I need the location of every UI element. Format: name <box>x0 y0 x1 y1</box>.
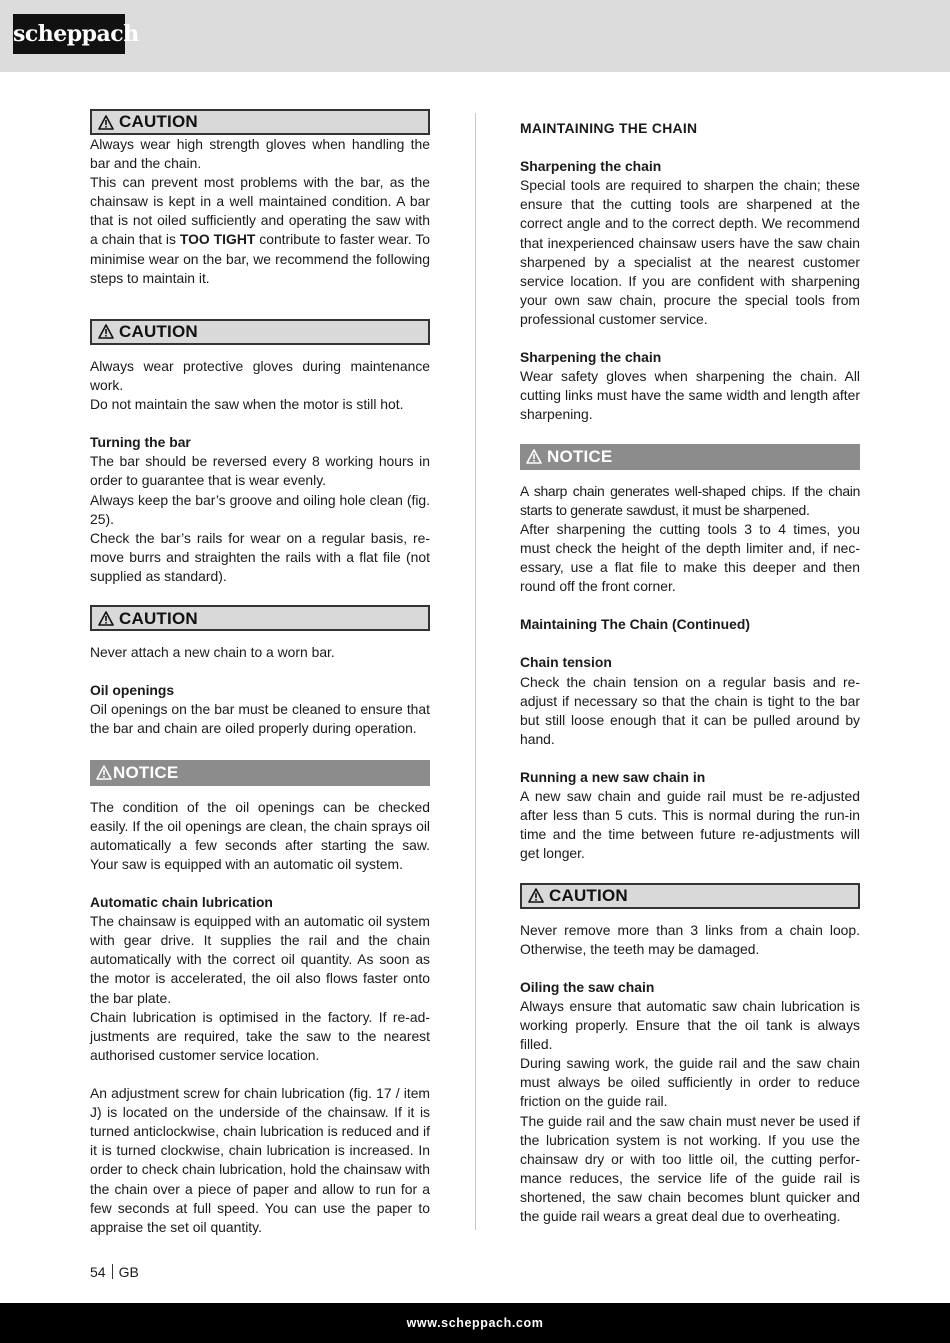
paragraph: The bar should be reversed every 8 working hours in order to guarantee that is wear evenly. <box>90 453 430 489</box>
left-column <box>90 109 430 1237</box>
notice-label: NOTICE <box>547 447 613 467</box>
right-column <box>520 119 860 1226</box>
paragraph: The condition of the oil openings can be checked easily. If the oil openings are clean, the chain sprays oil automatically a few seconds after starting the saw. Your saw is equipped with an automatic oil system. <box>90 798 430 872</box>
section-heading: Running a new saw chain in <box>520 769 706 785</box>
paragraph: Check the bar’s rails for wear on a regular basis, remove burrs and straighten the rails with a flat file (not supplied as standard). <box>90 529 430 584</box>
notice-label: NOTICE <box>113 763 179 783</box>
page-number <box>90 1264 139 1280</box>
paragraph: This can prevent most problems with the bar, as the chainsaw is kept in a well maintained condition. A bar that is not oiled sufficiently and operating the saw with a chain that is TOO TIGHT contribute to faster wear. To minimise wear on the bar, we recommend the following steps to maintain it. <box>90 174 430 286</box>
caution-label: CAUTION <box>549 886 628 906</box>
warning-triangle-icon <box>528 888 544 903</box>
warning-triangle-icon <box>96 765 112 780</box>
section-heading: Turning the bar <box>90 434 191 451</box>
paragraph: Do not maintain the saw when the motor is still hot. <box>90 396 404 413</box>
warning-triangle-icon <box>98 324 114 339</box>
caution-box <box>90 319 430 345</box>
language-code: GB <box>118 1264 139 1280</box>
paragraph: The chainsaw is equipped with an automatic oil system with gear drive. It supplies the rail and the chain automatically with the correct oil quantity. As soon as the motor is accelerated, the oil also flows faster onto the bar plate. <box>90 913 430 1006</box>
notice-box <box>90 760 430 786</box>
paragraph: Never remove more than 3 links from a chain loop. Otherwise, the teeth may be damaged. <box>520 921 860 957</box>
section-heading: Oiling the saw chain <box>520 978 655 995</box>
paragraph: Oil openings on the bar must be cleaned to ensure that the bar and chain are oiled properly during operation. <box>90 701 430 737</box>
emphasis-text: TOO TIGHT <box>179 231 256 248</box>
paragraph: Always keep the bar’s groove and oiling hole clean (fig. 25). <box>90 491 430 527</box>
caution-box <box>90 109 430 135</box>
section-heading: Oil openings <box>90 682 175 699</box>
column-divider <box>475 113 476 1230</box>
paragraph: Always wear high strength gloves when handling the bar and the chain. <box>90 136 430 172</box>
section-heading: Maintaining The Chain (Continued) <box>520 616 750 633</box>
paragraph: Always wear protective gloves during maintenance work. <box>90 357 430 393</box>
paragraph: The guide rail and the saw chain must never be used if the lubrication system is not working. If you use the chainsaw dry or with too little oil, the cutting performance reduces, the service life of the guide rail is shortened, the saw chain becomes blunt quicker and the guide rail wears a great deal due to overheating. <box>520 1112 860 1224</box>
section-heading: Chain tension <box>520 654 612 671</box>
caution-box <box>90 605 430 631</box>
header-bar <box>0 0 950 72</box>
caution-label: CAUTION <box>119 112 198 132</box>
section-heading: Sharpening the chain <box>520 349 662 366</box>
caution-label: CAUTION <box>119 322 198 342</box>
website-link[interactable]: www.scheppach.com <box>406 1316 544 1330</box>
footer-bar <box>0 1303 950 1343</box>
paragraph: A new saw chain and guide rail must be re-adjusted after less than 5 cuts. This is normal during the run-in time and the time between future re-adjustments will get longer. <box>520 788 860 862</box>
caution-label: CAUTION <box>119 608 198 628</box>
paragraph: Check the chain tension on a regular basis and re-adjust if necessary so that the chain is tight to the bar but still loose enough that it can be pulled around by hand. <box>520 673 860 747</box>
paragraph: During sawing work, the guide rail and the saw chain must always be oiled sufficiently in order to reduce friction on the guide rail. <box>520 1055 860 1110</box>
caution-box <box>520 883 860 909</box>
warning-triangle-icon <box>98 611 114 626</box>
paragraph: Special tools are required to sharpen the chain; these ensure that the cutting tools are sharpened at the correct angle and to the correct depth. We recommend that inexperienced chainsaw users have the saw chain sharpened by a specialist at the nearest customer service location. If you are confident with sharpening your own saw chain, procure the special tools from professional customer service. <box>520 177 860 327</box>
notice-box <box>520 444 860 470</box>
paragraph: After sharpening the cutting tools 3 to 4 times, you must check the height of the depth limiter and, if necessary, use a flat file to make this deeper and then round off the front corner. <box>520 520 860 595</box>
page-separator <box>112 1264 113 1279</box>
warning-triangle-icon <box>526 449 542 464</box>
paragraph: Chain lubrication is optimised in the factory. If re-adjustments are required, take the saw to the nearest authorised customer service location. <box>90 1008 430 1063</box>
warning-triangle-icon <box>98 115 114 130</box>
paragraph: Wear safety gloves when sharpening the chain. All cutting links must have the same width and length after sharpening. <box>520 368 860 423</box>
page-section-title: MAINTAINING THE CHAIN <box>520 120 698 136</box>
paragraph: A sharp chain generates well-shaped chips. If the chain starts to generate sawdust, it must be sharpened. <box>520 482 860 518</box>
section-heading: Automatic chain lubrication <box>90 894 273 911</box>
scheppach-logo: scheppach <box>13 14 125 54</box>
paragraph: An adjustment screw for chain lubrication (fig. 17 / item J) is located on the underside of the chainsaw. If it is turned anticlockwise, chain lubrication is reduced and if it is turned clockwise, chain lubrication is increased. In order to check chain lubrication, hold the chainsaw with the chain over a piece of paper and allow to run for a few seconds at full speed. You can use the paper to appraise the set oil quantity. <box>90 1085 430 1235</box>
page-number-value: 54 <box>90 1264 106 1280</box>
section-heading: Sharpening the chain <box>520 158 662 175</box>
paragraph: Never attach a new chain to a worn bar. <box>90 644 335 661</box>
paragraph: Always ensure that automatic saw chain lubrication is working properly. Ensure that the oil tank is always filled. <box>520 997 860 1053</box>
